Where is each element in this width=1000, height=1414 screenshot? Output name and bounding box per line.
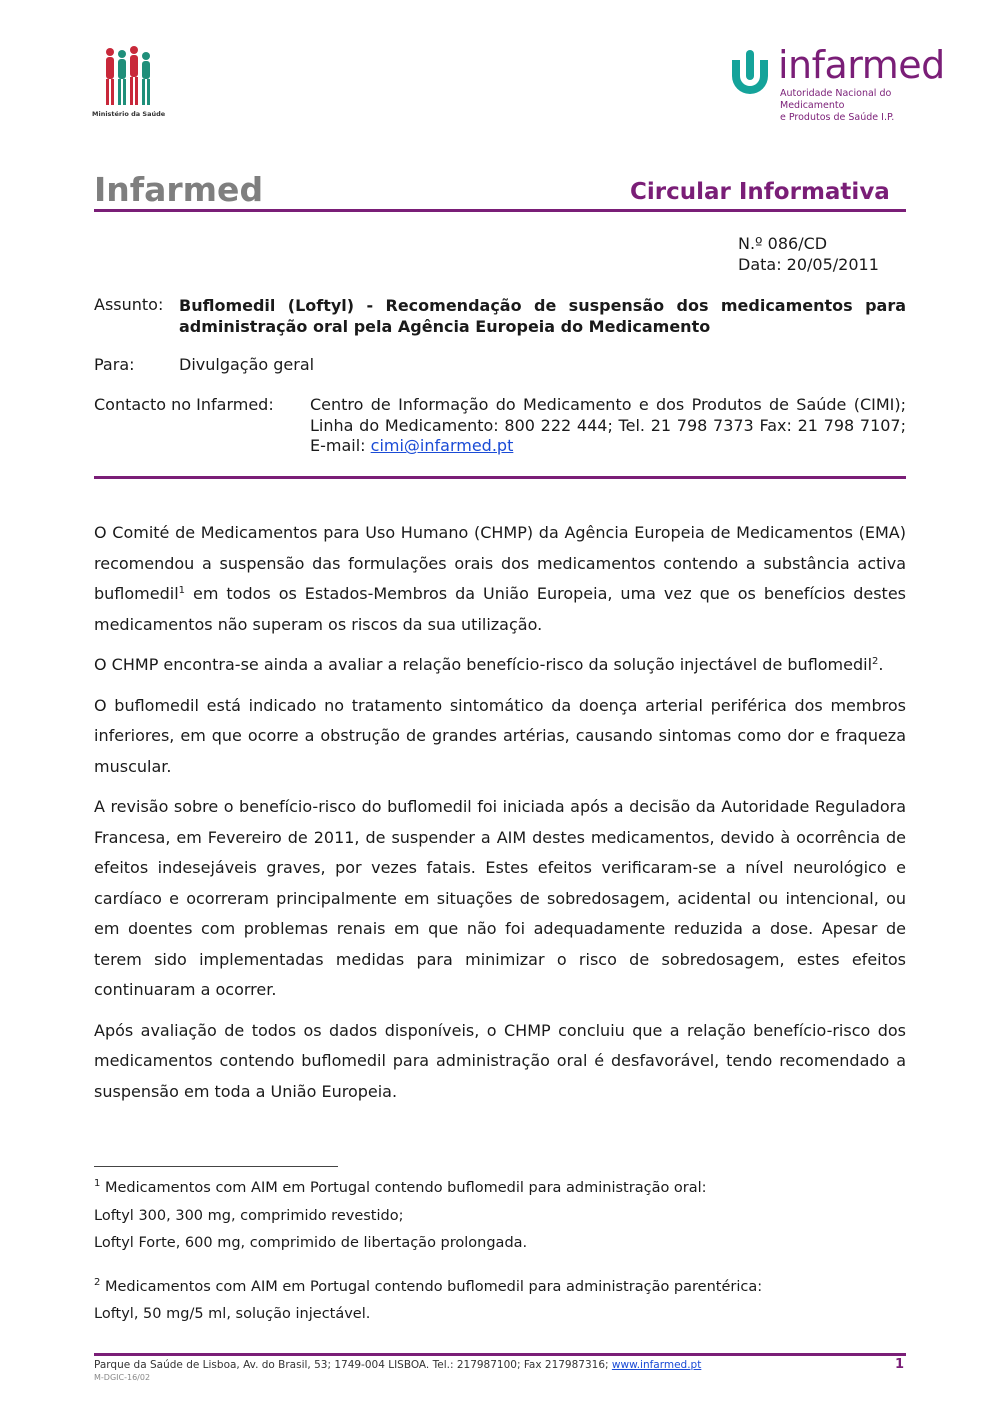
recipient-text: Divulgação geral <box>179 355 315 374</box>
body-paragraph-3: O buflomedil está indicado no tratamento sintomático da doença arterial periférica dos membros inferiores, em que ocorre a obstrução de grandes artérias, causando sintomas como dor e fraqueza muscular. <box>94 695 906 776</box>
footnote-ref-2: 2 <box>872 656 879 667</box>
footnote-1-text: Medicamentos com AIM em Portugal contendo buflomedil para administração oral: <box>100 1180 707 1196</box>
page-number: 1 <box>895 1357 905 1372</box>
footer-website-link[interactable]: www.infarmed.pt <box>611 1359 702 1371</box>
footnote-2-text: Medicamentos com AIM em Portugal contendo buflomedil para administração parentérica: <box>100 1278 763 1295</box>
header-org: Infarmed <box>94 170 264 209</box>
footnote-ref-1: 1 <box>178 585 186 596</box>
p1-text-b: em todos os Estados-Membros da União Europeia, uma vez que os benefícios destes medicamentos não superam os riscos da sua utilização. <box>94 584 906 634</box>
body-paragraph-4: A revisão sobre o benefício-risco do buflomedil foi iniciada após a decisão da Autoridade Reguladora Francesa, em Fevereiro de 2011, de suspender a AIM destes medicamentos, devido à ocorrência de efeitos indesejáveis graves, por vezes fatais. Estes efeitos verificaram-se a nível neurológico e cardíaco e ocorreram principalmente em situações de sobredosagem, acidental ou intencional, ou em doentes com problemas renais em que não foi adequadamente reduzida a dose. Apesar de terem sido implementadas medidas para minimizar o risco de sobredosagem, estes efeitos continuaram a ocorrer. <box>94 797 906 999</box>
contact-label: Contacto no Infarmed: <box>94 395 274 414</box>
infarmed-wordmark: infarmed <box>778 43 945 87</box>
footnote-1-line3: Loftyl Forte, 600 mg, comprimido de libertação prolongada. <box>94 1235 528 1251</box>
infarmed-logo-mark <box>726 46 774 96</box>
header-divider <box>94 209 906 212</box>
footnote-2-line1 <box>94 1274 906 1302</box>
body-paragraph-5: Após avaliação de todos os dados disponíveis, o CHMP concluiu que a relação benefício-risco dos medicamentos contendo buflomedil para administração oral é desfavorável, tendo recomendado a suspensão em toda a União Europeia. <box>94 1020 906 1101</box>
footer-address-text: Parque da Saúde de Lisboa, Av. do Brasil, 53; 1749-004 LISBOA. Tel.: 217987100; Fax 217987316; <box>94 1359 612 1371</box>
circular-meta <box>738 233 879 275</box>
footer-address <box>94 1359 701 1371</box>
subject-text: Buflomedil (Loftyl) - Recomendação de suspensão dos medicamentos para administração oral pela Agência Europeia do Medicamento <box>179 296 906 336</box>
p2-text-a: O CHMP encontra-se ainda a avaliar a relação benefício-risco da solução injectável de buflomedil <box>94 655 873 674</box>
p2-text-b: . <box>878 655 884 674</box>
footer-form-code: M-DGIC-16/02 <box>94 1373 151 1382</box>
section-divider <box>94 476 906 479</box>
footnote-2-mark: 2 <box>94 1276 101 1288</box>
header-doc-type: Circular Informativa <box>630 179 890 205</box>
footer-divider <box>94 1353 906 1356</box>
footnote-2-line2: Loftyl, 50 mg/5 ml, solução injectável. <box>94 1306 371 1322</box>
ministry-caption: Ministério da Saúde <box>92 110 166 118</box>
p1-text-a: O Comité de Medicamentos para Uso Humano (CHMP) da Agência Europeia de Medicamentos (EMA) recomendou a suspensão das formulações orais dos medicamentos contendo a substância activa buflomedil <box>94 523 906 603</box>
body-paragraph-2 <box>94 650 906 681</box>
circular-body <box>94 518 906 1117</box>
circular-number: N.º 086/CD <box>738 234 828 253</box>
footnote-divider <box>94 1166 338 1167</box>
contact-text <box>310 395 906 457</box>
subject-label: Assunto: <box>94 295 164 314</box>
contact-email-link[interactable]: cimi@infarmed.pt <box>370 436 514 455</box>
footnote-1-line2: Loftyl 300, 300 mg, comprimido revestido; <box>94 1207 404 1224</box>
circular-date: Data: 20/05/2011 <box>738 255 879 274</box>
contact-details: Centro de Informação do Medicamento e dos Produtos de Saúde (CIMI); Linha do Medicamento: 800 222 444; Tel. 21 798 7373 Fax: 21 798 7107; E-mail: <box>310 395 906 455</box>
infarmed-subtitle-line2: e Produtos de Saúde I.P. <box>780 112 895 123</box>
infarmed-subtitle <box>780 88 940 124</box>
infarmed-subtitle-line1: Autoridade Nacional do Medicamento <box>780 88 892 111</box>
recipient-label: Para: <box>94 355 135 374</box>
footnotes <box>94 1175 906 1329</box>
footnote-1-line1 <box>94 1175 906 1203</box>
body-paragraph-1 <box>94 518 906 640</box>
footnote-1-mark: 1 <box>94 1178 101 1189</box>
